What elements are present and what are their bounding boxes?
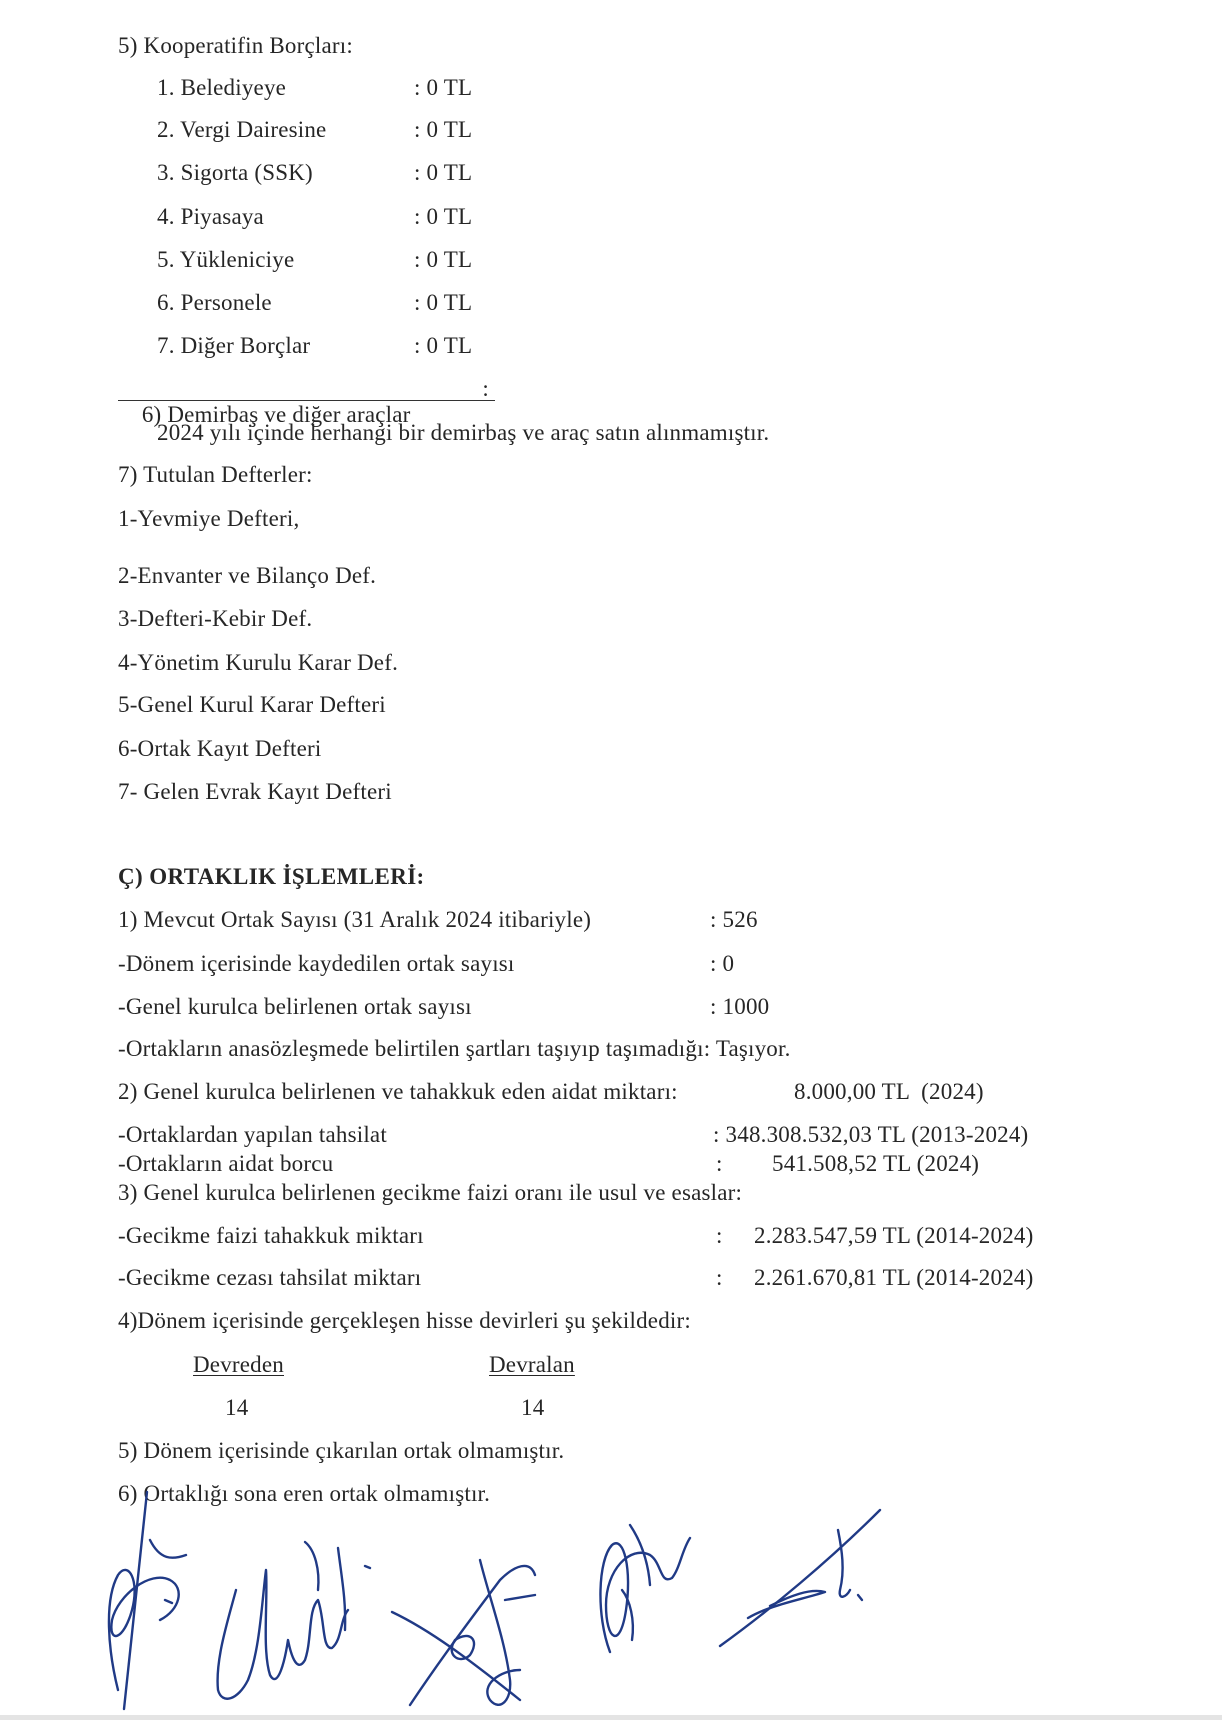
debts-heading: 5) Kooperatifin Borçları: <box>118 33 353 58</box>
debt-item-label: 2. Vergi Dairesine <box>157 117 327 142</box>
set-by-assembly-label: -Genel kurulca belirlenen ortak sayısı <box>118 994 472 1019</box>
signature-1 <box>109 1492 186 1709</box>
fixtures-heading-row <box>118 376 495 427</box>
set-by-assembly-value: : 1000 <box>710 994 770 1019</box>
collections-value: : 348.308.532,03 TL (2013-2024) <box>713 1122 1029 1147</box>
debt-item-value: : 0 TL <box>414 333 473 358</box>
late-interest-accrued-value: 2.283.547,59 TL (2014-2024) <box>754 1223 1034 1248</box>
book-item: 1-Yevmiye Defteri, <box>118 506 300 531</box>
debt-item-value: : 0 TL <box>414 204 473 229</box>
dues-debt-label: -Ortakların aidat borcu <box>118 1151 334 1176</box>
eligibility-statement: -Ortakların anasözleşmede belirtilen şartları taşıyıp taşımadığı: Taşıyor. <box>118 1036 791 1061</box>
dues-debt-colon: : <box>716 1151 723 1176</box>
dues-debt-value: 541.508,52 TL (2024) <box>772 1151 980 1176</box>
debt-item-label: 6. Personele <box>157 290 272 315</box>
late-interest-accrued-label: -Gecikme faizi tahakkuk miktarı <box>118 1223 424 1248</box>
terminated-members-statement: 6) Ortaklığı sona eren ortak olmamıştır. <box>118 1481 491 1506</box>
late-penalty-collected-label: -Gecikme cezası tahsilat miktarı <box>118 1265 422 1290</box>
debt-item-value: : 0 TL <box>414 117 473 142</box>
signature-2 <box>218 1542 370 1699</box>
transfers-to-header: Devralan <box>489 1352 575 1377</box>
book-item: 3-Defteri-Kebir Def. <box>118 606 313 631</box>
partnership-heading: Ç) ORTAKLIK İŞLEMLERİ: <box>118 864 425 889</box>
registered-in-period-value: : 0 <box>710 951 735 976</box>
debt-item-label: 5. Yükleniciye <box>157 247 295 272</box>
debt-item-label: 7. Diğer Borçlar <box>157 333 311 358</box>
transfers-to-value: 14 <box>521 1395 545 1420</box>
debt-item-value: : 0 TL <box>414 75 473 100</box>
member-count-label: 1) Mevcut Ortak Sayısı (31 Aralık 2024 itibariyle) <box>118 907 592 932</box>
late-penalty-collected-value: 2.261.670,81 TL (2014-2024) <box>754 1265 1034 1290</box>
signature-5 <box>720 1510 880 1646</box>
late-interest-accrued-colon: : <box>716 1223 723 1248</box>
book-item: 5-Genel Kurul Karar Defteri <box>118 692 386 717</box>
transfers-from-header: Devreden <box>193 1352 284 1377</box>
debt-item-label: 4. Piyasaya <box>157 204 264 229</box>
books-heading: 7) Tutulan Defterler: <box>118 462 313 487</box>
removed-members-statement: 5) Dönem içerisinde çıkarılan ortak olmamıştır. <box>118 1438 565 1463</box>
transfers-from-value: 14 <box>225 1395 249 1420</box>
book-item: 6-Ortak Kayıt Defteri <box>118 736 322 761</box>
late-interest-heading: 3) Genel kurulca belirlenen gecikme faizi oranı ile usul ve esaslar: <box>118 1180 743 1205</box>
signature-4 <box>600 1525 690 1652</box>
fixtures-heading-colon: : <box>482 376 489 401</box>
dues-label: 2) Genel kurulca belirlenen ve tahakkuk eden aidat miktarı: <box>118 1079 678 1104</box>
debt-item-value: : 0 TL <box>414 247 473 272</box>
book-item: 4-Yönetim Kurulu Karar Def. <box>118 650 399 675</box>
fixtures-heading: 6) Demirbaş ve diğer araçlar <box>141 402 411 427</box>
member-count-value: : 526 <box>710 907 758 932</box>
scan-edge <box>0 1715 1222 1720</box>
signature-3 <box>392 1560 535 1705</box>
collections-label: -Ortaklardan yapılan tahsilat <box>118 1122 387 1147</box>
debt-item-label: 1. Belediyeye <box>157 75 287 100</box>
transfers-heading: 4)Dönem içerisinde gerçekleşen hisse devirleri şu şekildedir: <box>118 1308 691 1333</box>
registered-in-period-label: -Dönem içerisinde kaydedilen ortak sayısı <box>118 951 515 976</box>
debt-item-value: : 0 TL <box>414 160 473 185</box>
book-item: 2-Envanter ve Bilanço Def. <box>118 563 377 588</box>
dues-value: 8.000,00 TL (2024) <box>794 1079 984 1104</box>
late-penalty-collected-colon: : <box>716 1265 723 1290</box>
book-item: 7- Gelen Evrak Kayıt Defteri <box>118 779 392 804</box>
debt-item-label: 3. Sigorta (SSK) <box>157 160 313 185</box>
debt-item-value: : 0 TL <box>414 290 473 315</box>
fixtures-note: 2024 yılı içinde herhangi bir demirbaş ve araç satın alınmamıştır. <box>157 420 770 445</box>
